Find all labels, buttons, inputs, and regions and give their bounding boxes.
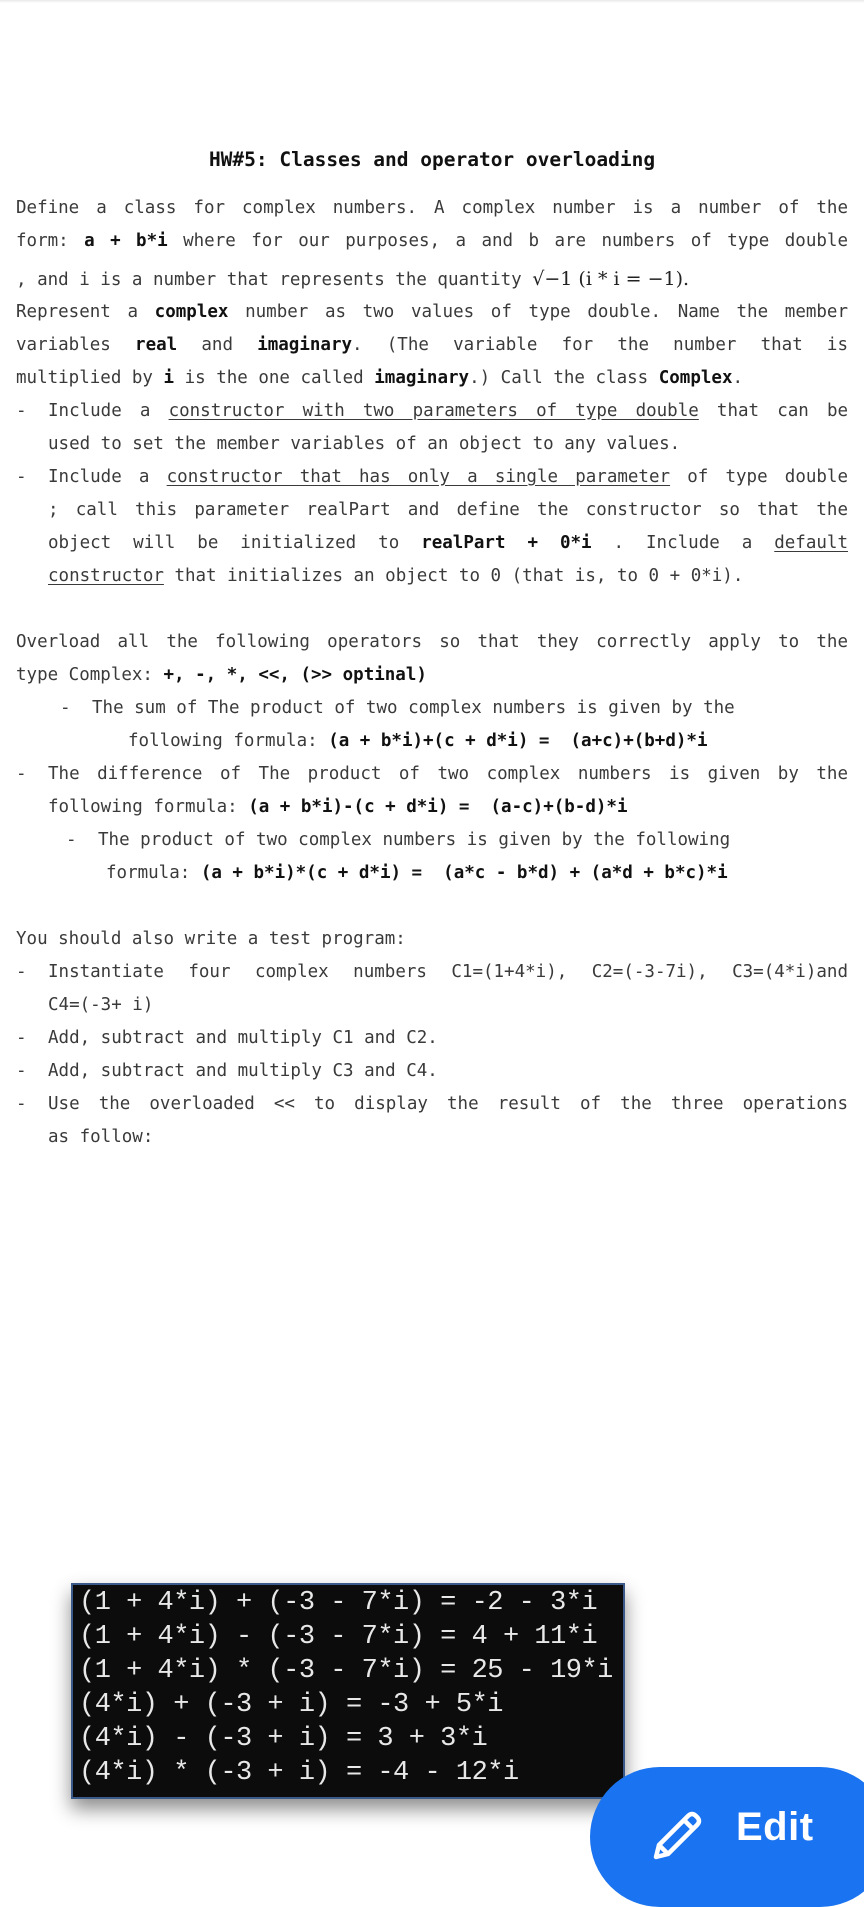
- console-line: (1 + 4*i) + (-3 - 7*i) = -2 - 3*i: [79, 1588, 598, 1618]
- intro-line-5: variables real and imaginary. (The variable for the number that is: [16, 335, 848, 355]
- console-output-image: [71, 1583, 625, 1799]
- console-line: (1 + 4*i) * (-3 - 7*i) = 25 - 19*i: [79, 1656, 613, 1686]
- console-line: (4*i) + (-3 + i) = -3 + 5*i: [79, 1690, 503, 1720]
- intro-line-6: multiplied by i is the one called imaginary.) Call the class Complex.: [16, 368, 744, 388]
- edit-label: Edit: [736, 1805, 814, 1849]
- sqrt-math: √−1 (i * i = −1).: [532, 268, 690, 290]
- test-heading: You should also write a test program:: [16, 929, 406, 949]
- sum-formula: (a + b*i)+(c + d*i) = (a+c)+(b+d)*i: [328, 731, 708, 751]
- overload-line-2: type Complex: +, -, *, <<, (>> optinal): [16, 665, 427, 685]
- difference-formula: (a + b*i)-(c + d*i) = (a-c)+(b-d)*i: [248, 797, 628, 817]
- edit-button[interactable]: [590, 1767, 864, 1907]
- intro-line-2: form: a + b*i where for our purposes, a and b are numbers of type double: [16, 231, 848, 251]
- product-formula: (a + b*i)*(c + d*i) = (a*c - b*d) + (a*d + b*c)*i: [200, 863, 728, 883]
- console-line: (4*i) * (-3 + i) = -4 - 12*i: [79, 1758, 519, 1788]
- console-line: (1 + 4*i) - (-3 - 7*i) = 4 + 11*i: [79, 1622, 598, 1652]
- console-line: (4*i) - (-3 + i) = 3 + 3*i: [79, 1724, 488, 1754]
- pencil-icon: [648, 1805, 708, 1865]
- intro-line-3: , and i is a number that represents the quantity √−1 (i * i = −1).: [16, 268, 690, 290]
- page-title: HW#5: Classes and operator overloading: [208, 148, 656, 171]
- overload-line-1: Overload all the following operators so that they correctly apply to the: [16, 632, 848, 652]
- top-divider: [0, 0, 864, 3]
- intro-line-1: Define a class for complex numbers. A complex number is a number of the: [16, 198, 848, 218]
- intro-line-4: Represent a complex number as two values of type double. Name the member: [16, 302, 848, 322]
